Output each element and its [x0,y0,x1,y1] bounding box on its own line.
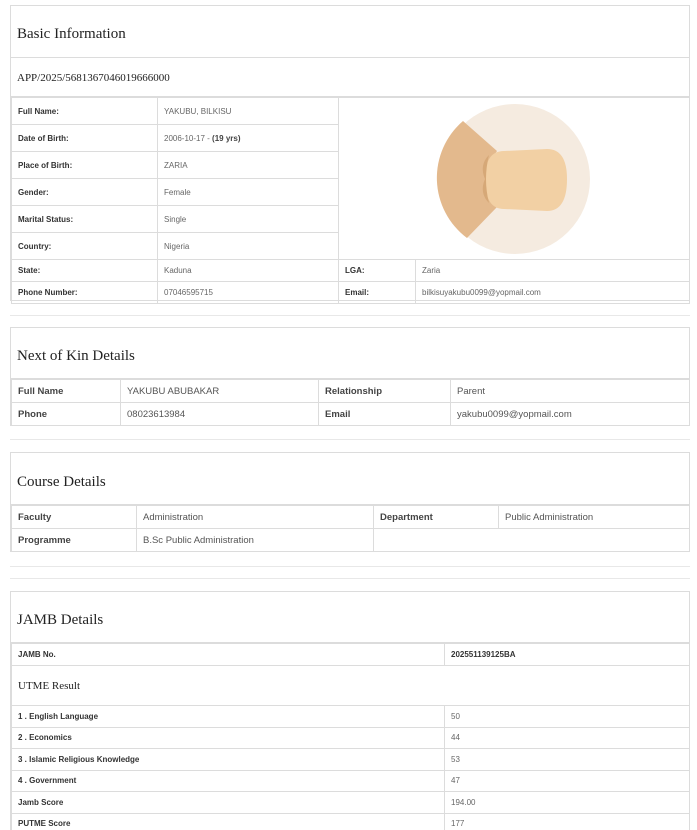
dob-date: 2006-10-17 - [164,133,213,143]
section-divider [10,439,690,440]
kin-relationship-value: Parent [451,380,690,403]
user-avatar-placeholder-icon [339,99,690,259]
subject-label: 4 . Government [12,770,445,792]
email-label: Email: [339,282,416,304]
department-value: Public Administration [499,506,690,529]
subject-row [12,727,690,749]
subject-label: 3 . Islamic Religious Knowledge [12,749,445,771]
kin-email-label: Email [319,403,451,426]
date-of-birth-label: Date of Birth: [12,125,158,152]
subject-row [12,770,690,792]
state-label: State: [12,260,158,282]
subject-row [12,749,690,771]
gender-value: Female [158,179,339,206]
gender-label: Gender: [12,179,158,206]
course-details-card [10,452,690,552]
kin-row [12,403,690,426]
jamb-table [11,643,690,830]
putme-score-row [12,813,690,830]
subject-label: 2 . Economics [12,727,445,749]
kin-email-value: yakubu0099@yopmail.com [451,403,690,426]
jamb-score-value: 194.00 [445,792,690,814]
lga-label: LGA: [339,260,416,282]
course-row [12,529,690,552]
kin-full-name-value: YAKUBU ABUBAKAR [121,380,319,403]
department-label: Department [374,506,499,529]
next-of-kin-card [10,327,690,426]
state-value: Kaduna [158,260,339,282]
kin-row [12,380,690,403]
country-label: Country: [12,233,158,260]
email-value: bilkisuyakubu0099@yopmail.com [416,282,690,304]
place-of-birth-label: Place of Birth: [12,152,158,179]
jamb-details-title: JAMB Details [11,592,689,643]
lga-value: Zaria [416,260,690,282]
jamb-row [12,644,690,666]
basic-info-row [12,260,690,282]
section-divider [10,315,690,316]
country-value: Nigeria [158,233,339,260]
avatar-face [485,149,567,211]
jamb-score-label: Jamb Score [12,792,445,814]
kin-full-name-label: Full Name [12,380,121,403]
basic-information-title: Basic Information [11,6,689,58]
jamb-no-value: 202551139125BA [445,644,690,666]
date-of-birth-value [158,125,339,152]
jamb-no-label: JAMB No. [12,644,445,666]
jamb-details-card [10,591,690,830]
full-name-label: Full Name: [12,98,158,125]
phone-number-value: 07046595715 [158,282,339,304]
programme-label: Programme [12,529,137,552]
subject-row [12,706,690,728]
place-of-birth-value: ZARIA [158,152,339,179]
subject-score: 47 [445,770,690,792]
course-details-title: Course Details [11,453,689,505]
kin-phone-value: 08023613984 [121,403,319,426]
utme-result-title: UTME Result [12,666,690,706]
kin-relationship-label: Relationship [319,380,451,403]
subject-score: 50 [445,706,690,728]
subject-score: 44 [445,727,690,749]
basic-info-row [12,98,690,125]
application-number: APP/2025/5681367046019666000 [11,58,689,97]
utme-header-row [12,666,690,706]
faculty-value: Administration [137,506,374,529]
faculty-label: Faculty [12,506,137,529]
phone-number-label: Phone Number: [12,282,158,304]
putme-score-label: PUTME Score [12,813,445,830]
marital-status-value: Single [158,206,339,233]
basic-info-row [12,282,690,304]
course-row [12,506,690,529]
empty-cell [374,529,690,552]
subject-label: 1 . English Language [12,706,445,728]
subject-score: 53 [445,749,690,771]
basic-info-table [11,97,690,304]
basic-information-card [10,5,690,301]
programme-value: B.Sc Public Administration [137,529,374,552]
section-divider [10,578,690,579]
kin-phone-label: Phone [12,403,121,426]
age-value: (19 yrs) [212,133,241,143]
putme-score-value: 177 [445,813,690,830]
jamb-score-row [12,792,690,814]
marital-status-label: Marital Status: [12,206,158,233]
next-of-kin-title: Next of Kin Details [11,328,689,379]
next-of-kin-table [11,379,690,426]
photo-cell [339,98,690,260]
course-details-table [11,505,690,552]
full-name-value: YAKUBU, BILKISU [158,98,339,125]
section-divider [10,566,690,567]
